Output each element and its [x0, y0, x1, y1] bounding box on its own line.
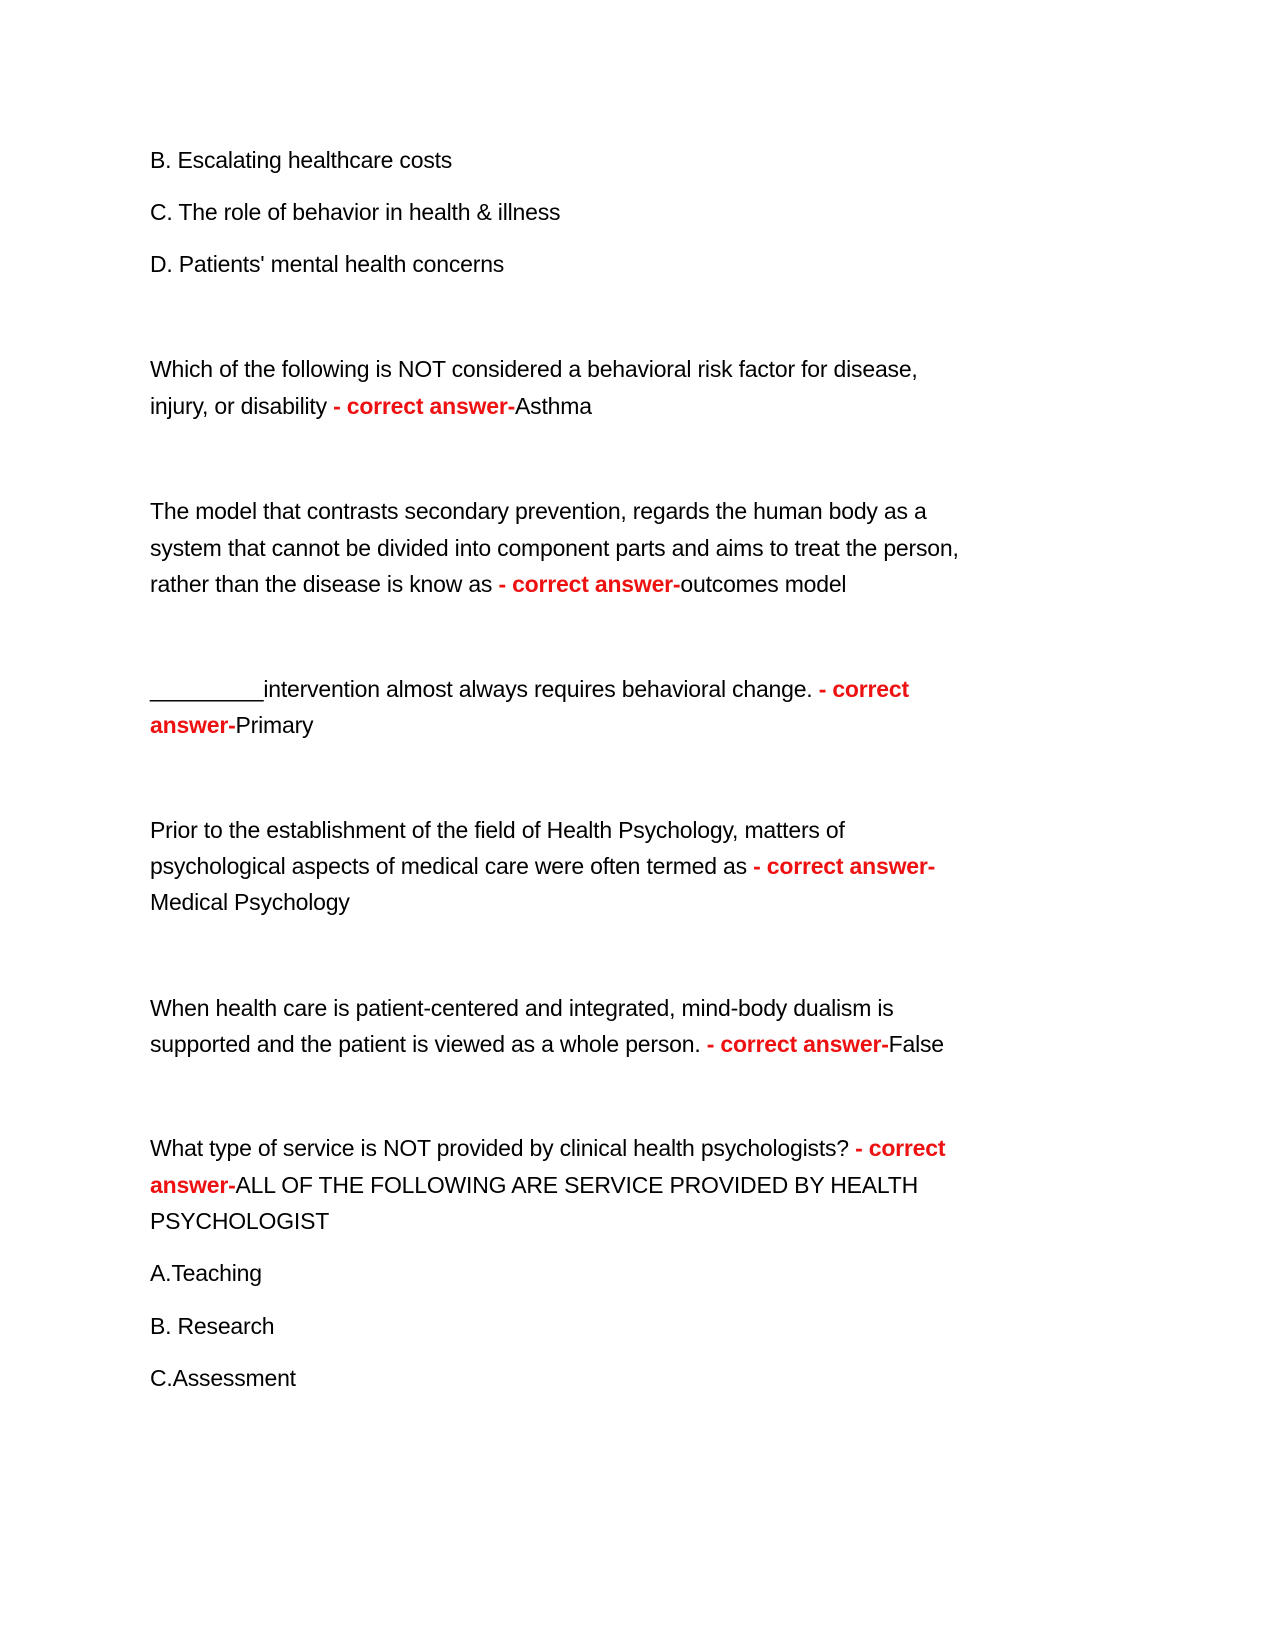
question-text: system that cannot be divided into component parts and aims to treat the person, — [150, 535, 959, 561]
question-text-part: rather than the disease is know as — [150, 571, 499, 597]
option-a: A.Teaching — [150, 1260, 262, 1286]
question-text: When health care is patient-centered and integrated, mind-body dualism is — [150, 995, 894, 1021]
question-text — [150, 1133, 945, 1163]
answer-marker: - correct — [818, 676, 909, 702]
answer-marker: - correct answer- — [333, 393, 516, 419]
answer-text: PSYCHOLOGIST — [150, 1208, 330, 1234]
answer-text: outcomes model — [680, 571, 847, 597]
answer-marker: - correct answer- — [706, 1031, 889, 1057]
question-text — [150, 1029, 944, 1059]
question-text-part: psychological aspects of medical care were often termed as — [150, 853, 754, 879]
answer-line — [150, 710, 313, 740]
question-text-part: injury, or disability — [150, 393, 334, 419]
question-text-part: supported and the patient is viewed as a whole person. — [150, 1031, 707, 1057]
question-text: Prior to the establishment of the field of Health Psychology, matters of — [150, 817, 845, 843]
answer-marker: answer- — [150, 712, 236, 738]
answer-text: ALL OF THE FOLLOWING ARE SERVICE PROVIDED BY HEALTH — [235, 1172, 919, 1198]
question-text — [150, 391, 592, 421]
answer-text: Primary — [235, 712, 314, 738]
answer-marker: answer- — [150, 1172, 236, 1198]
question-text: The model that contrasts secondary prevention, regards the human body as a — [150, 498, 927, 524]
option-b: B. Escalating healthcare costs — [150, 147, 453, 173]
option-d: D. Patients' mental health concerns — [150, 251, 505, 277]
question-text — [150, 674, 909, 704]
option-c: C.Assessment — [150, 1365, 296, 1391]
answer-marker: - correct answer- — [753, 853, 936, 879]
answer-text: Asthma — [515, 393, 592, 419]
question-text: Which of the following is NOT considered a behavioral risk factor for disease, — [150, 356, 918, 382]
question-text — [150, 851, 935, 881]
answer-marker: - correct answer- — [498, 571, 681, 597]
option-b: B. Research — [150, 1313, 275, 1339]
answer-text: False — [888, 1031, 944, 1057]
question-text-part: What type of service is NOT provided by clinical health psychologists? — [150, 1135, 856, 1161]
question-text — [150, 569, 846, 599]
answer-text: Medical Psychology — [150, 889, 350, 915]
question-text-part: _________intervention almost always requires behavioral change. — [150, 676, 819, 702]
answer-line — [150, 1170, 918, 1200]
option-c: C. The role of behavior in health & illness — [150, 199, 561, 225]
answer-marker: - correct — [855, 1135, 946, 1161]
